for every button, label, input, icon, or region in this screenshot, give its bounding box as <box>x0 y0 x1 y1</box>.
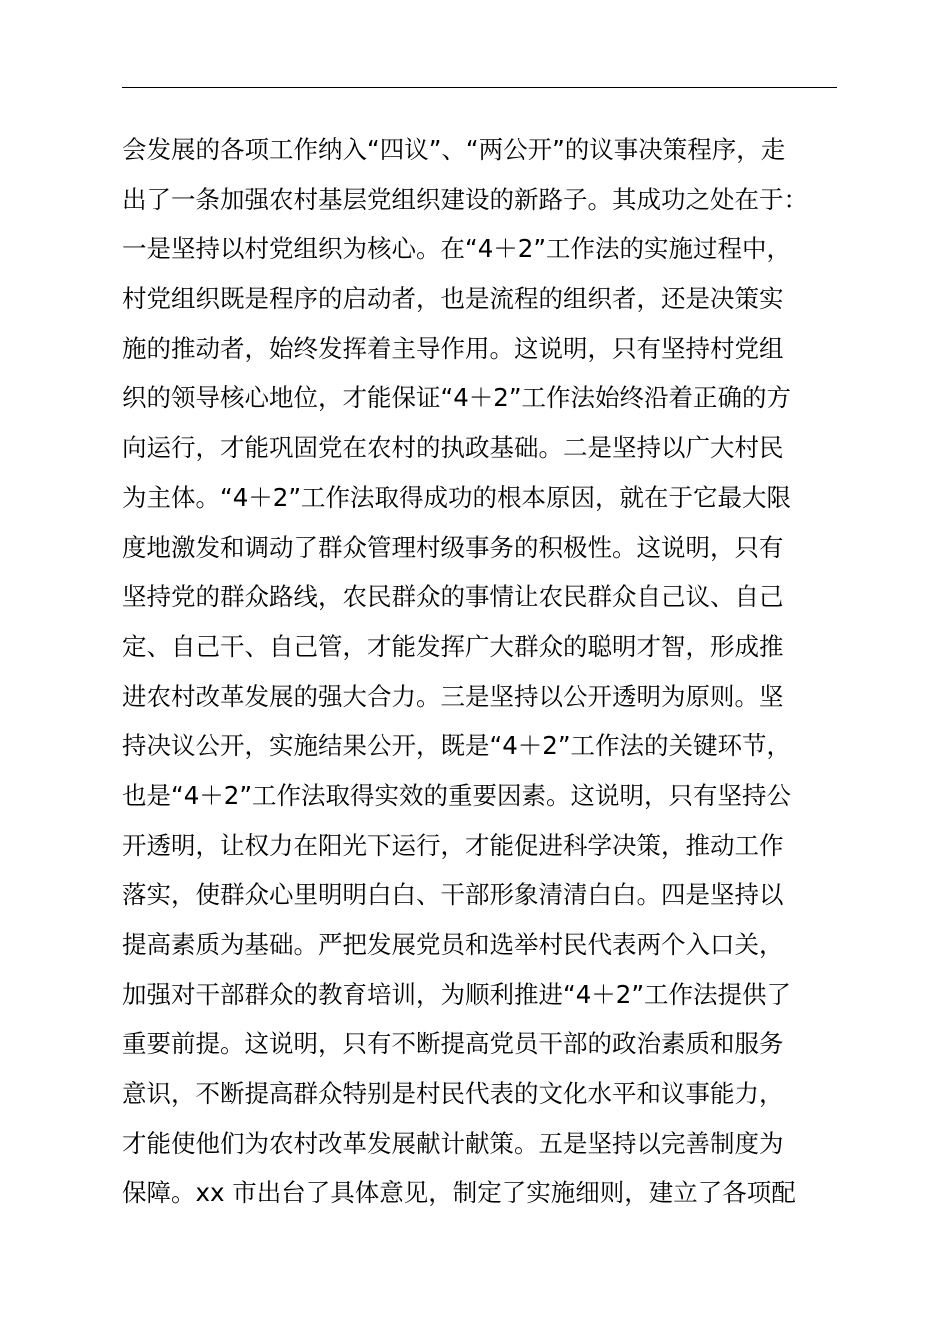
text-line: 村党组织既是程序的启动者，也是流程的组织者，还是决策实 <box>122 284 784 314</box>
text-line: 定、自己干、自己管，才能发挥广大群众的聪明才智，形成推 <box>122 631 784 661</box>
text-line: 加强对干部群众的教育培训，为顺利推进“4＋2”工作法提供了 <box>122 979 792 1009</box>
text-line: 一是坚持以村党组织为核心。在“4＋2”工作法的实施过程中， <box>122 234 792 264</box>
header-divider <box>122 87 837 88</box>
text-line: 落实，使群众心里明明白白、干部形象清清白白。四是坚持以 <box>122 880 784 910</box>
text-line: 织的领导核心地位，才能保证“4＋2”工作法始终沿着正确的方 <box>122 383 792 413</box>
text-line: 也是“4＋2”工作法取得实效的重要因素。这说明，只有坚持公 <box>122 780 792 810</box>
text-line: 向运行，才能巩固党在农村的执政基础。二是坚持以广大村民 <box>122 433 784 463</box>
text-line: 保障。xx 市出台了具体意见，制定了实施细则，建立了各项配 <box>122 1178 796 1208</box>
text-line: 开透明，让权力在阳光下运行，才能促进科学决策，推动工作 <box>122 830 784 860</box>
text-line: 度地激发和调动了群众管理村级事务的积极性。这说明，只有 <box>122 532 784 562</box>
text-line: 意识，不断提高群众特别是村民代表的文化水平和议事能力， <box>122 1079 784 1109</box>
text-line: 施的推动者，始终发挥着主导作用。这说明，只有坚持村党组 <box>122 333 784 363</box>
text-line: 提高素质为基础。严把发展党员和选举村民代表两个入口关， <box>122 930 784 959</box>
text-line: 会发展的各项工作纳入“四议”、“两公开”的议事决策程序，走 <box>122 135 786 164</box>
text-line: 才能使他们为农村改革发展献计献策。五是坚持以完善制度为 <box>122 1128 784 1158</box>
text-line: 为主体。“4＋2”工作法取得成功的根本原因，就在于它最大限 <box>122 482 792 512</box>
text-line: 持决议公开，实施结果公开，既是“4＋2”工作法的关键环节， <box>122 731 792 761</box>
text-line: 出了一条加强农村基层党组织建设的新路子。其成功之处在于： <box>122 184 808 214</box>
text-line: 进农村改革发展的强大合力。三是坚持以公开透明为原则。坚 <box>122 681 784 711</box>
text-line: 重要前提。这说明，只有不断提高党员干部的政治素质和服务 <box>122 1029 784 1059</box>
body-paragraph <box>122 125 882 1218</box>
text-line: 坚持党的群众路线，农民群众的事情让农民群众自己议、自己 <box>122 582 784 612</box>
